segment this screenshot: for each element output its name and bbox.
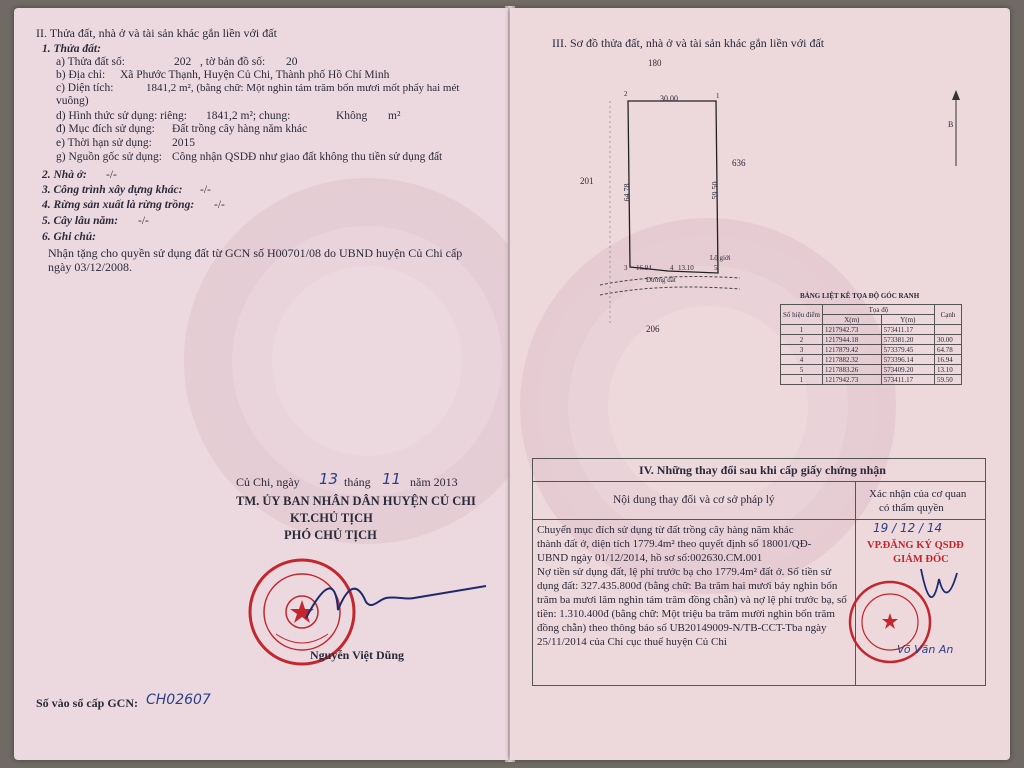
term-value: 2015 [172, 137, 195, 149]
edge-left-length: 64.78 [622, 183, 632, 202]
term-label: e) Thời hạn sử dụng: [56, 137, 152, 149]
confirm-title: GIÁM ĐỐC [893, 554, 949, 565]
purpose-value: Đất trồng cây hàng năm khác [172, 123, 308, 135]
construction-value: -/- [200, 184, 211, 196]
map-sheet-label: , tờ bản đồ số: [200, 56, 266, 68]
signer-name: Nguyễn Việt Dũng [310, 648, 405, 662]
coord-table-title: BẢNG LIỆT KÊ TỌA ĐỘ GÓC RANH [800, 292, 920, 300]
parcel-left-neighbor: 201 [580, 176, 594, 186]
map-sheet-value: 20 [286, 56, 298, 68]
corner-label-5: 5 [714, 264, 718, 272]
area-value: 1841,2 m², (bằng chữ: Một nghìn tám trăm bốn mươi mốt phẩy hai mét [146, 82, 460, 94]
construction-heading: 3. Công trình xây dựng khác: [42, 184, 183, 196]
signature-scribble [296, 570, 496, 630]
coord-cell-y: 573379.45 [881, 345, 934, 355]
left-page [14, 8, 508, 760]
coord-header-y: Y(m) [881, 315, 934, 325]
perennial-heading: 5. Cây lâu năm: [42, 215, 119, 227]
change-line: UBND ngày 01/12/2014, hồ sơ số:002630.CM.001 [537, 552, 763, 564]
origin-value: Công nhận QSDĐ như giao đất không thu tiền sử dụng đất [172, 151, 443, 163]
area-continuation: vuông) [56, 95, 89, 107]
coord-row [781, 345, 962, 355]
coord-cell-y: 573409.20 [881, 365, 934, 375]
coord-cell-edge: 64.78 [935, 345, 962, 355]
issuer-org: TM. ỦY BAN NHÂN DÂN HUYỆN CỦ CHI [236, 494, 476, 508]
changes-col-content: Nội dung thay đổi và cơ sở pháp lý [613, 494, 775, 506]
coord-cell-x: 1217883.26 [822, 365, 881, 375]
usage-form-private: 1841,2 m²; chung: [206, 110, 291, 122]
coord-cell-x: 1217882.32 [822, 355, 881, 365]
parcel-number-label: a) Thửa đất số: [56, 56, 125, 68]
coord-cell-p: 1 [781, 325, 823, 335]
land-heading: 1. Thửa đất: [42, 43, 101, 55]
change-line: 25/11/2014 của Chi cục thuế huyện Củ Chi [537, 636, 727, 648]
issuer-title: PHÓ CHỦ TỊCH [284, 528, 377, 542]
coord-row [781, 355, 962, 365]
change-line: trăm ba mươi lăm nghìn tám trăm đồng chẵn) và nợ lệ phí trước bạ, số [537, 594, 847, 606]
issuer-role: KT.CHỦ TỊCH [290, 511, 373, 525]
usage-form-label: d) Hình thức sử dụng: riêng: [56, 110, 187, 122]
issue-month-label: tháng [344, 475, 371, 489]
coord-row [781, 335, 962, 345]
edge-top-length: 30.00 [660, 94, 678, 103]
north-label: B [948, 120, 954, 129]
coord-cell-edge: 59.50 [935, 375, 962, 385]
corner-label-3: 3 [624, 264, 628, 272]
edge-bottom-1-length: 16.94 [636, 264, 652, 272]
coord-cell-y: 573411.17 [881, 325, 934, 335]
forest-heading: 4. Rừng sản xuất là rừng trồng: [42, 199, 195, 211]
change-line: đồng chẵn) theo thông báo số UB20149009-N/TB-CCT-Tba ngày [537, 622, 827, 634]
coord-header-x: X(m) [822, 315, 881, 325]
corner-label-4: 4 [670, 264, 674, 272]
note-line-2: ngày 03/12/2008. [48, 260, 132, 274]
coord-row [781, 375, 962, 385]
corner-label-1: 1 [716, 92, 720, 100]
road-label: Đường đất [646, 276, 676, 284]
section-title-land: II. Thửa đất, nhà ở và tài sản khác gắn liền với đất [36, 26, 277, 40]
corner-label-2: 2 [624, 90, 628, 98]
change-line: thành đất ở, diện tích 1779.4m² theo quyết định số 18001/QĐ- [537, 538, 812, 550]
coord-cell-p: 5 [781, 365, 823, 375]
coord-header-point: Số hiệu điểm [781, 305, 823, 325]
parcel-sketch [570, 53, 820, 323]
parcel-number-value: 202 [174, 56, 192, 68]
coord-cell-edge: 16.94 [935, 355, 962, 365]
coord-cell-p: 3 [781, 345, 823, 355]
register-label: Số vào sổ cấp GCN: [36, 696, 139, 710]
usage-form-unit: m² [388, 110, 401, 122]
coord-cell-p: 2 [781, 335, 823, 345]
coord-cell-p: 1 [781, 375, 823, 385]
changes-col-confirm-1: Xác nhận của cơ quan [869, 488, 967, 500]
confirm-signature-scribble [913, 559, 973, 619]
coord-cell-edge: 30.00 [935, 335, 962, 345]
note-line-1: Nhận tặng cho quyền sử dụng đất từ GCN số H00701/08 do UBND huyện Củ Chi cấp [48, 246, 463, 260]
parcel-top-neighbor: 180 [648, 58, 662, 68]
coord-table [780, 304, 962, 385]
change-line: Nợ tiền sử dụng đất, lệ phí trước bạ cho 1779.4m² đất ở. Số tiền sử [537, 566, 832, 578]
area-label: c) Diện tích: [56, 82, 114, 94]
change-line: dụng đất: 327.435.800đ (bằng chữ: Ba trăm hai mươi bảy nghìn bốn [537, 580, 838, 592]
coord-cell-x: 1217942.73 [822, 325, 881, 335]
coord-cell-x: 1217879.42 [822, 345, 881, 355]
issue-day: 13 [319, 470, 339, 488]
coord-cell-edge [935, 325, 962, 335]
edge-bottom-2-length: 13.10 [678, 264, 694, 272]
coord-row [781, 325, 962, 335]
house-value: -/- [106, 169, 117, 181]
coord-cell-x: 1217944.18 [822, 335, 881, 345]
register-value: CH02607 [146, 692, 211, 708]
change-line: tiền: 1.310.400đ (bằng chữ: Một triệu ba trăm mười nghìn bốn trăm [537, 608, 835, 620]
confirm-signer: Võ Văn An [897, 643, 954, 656]
usage-form-common: Không [336, 110, 368, 122]
parcel-right-neighbor: 636 [732, 158, 746, 168]
edge-right-length: 59.50 [710, 181, 720, 200]
changes-title: IV. Những thay đổi sau khi cấp giấy chứng nhận [639, 463, 886, 477]
note-heading: 6. Ghi chú: [42, 231, 96, 243]
watermark-drum [184, 178, 508, 544]
forest-value: -/- [214, 199, 225, 211]
issue-month: 11 [382, 470, 402, 488]
issue-year: năm 2013 [410, 475, 458, 489]
house-heading: 2. Nhà ở: [42, 169, 87, 181]
coord-header-coord: Tọa độ [822, 305, 934, 315]
purpose-label: đ) Mục đích sử dụng: [56, 123, 155, 135]
section-title-map: III. Sơ đồ thửa đất, nhà ở và tài sản khác gắn liền với đất [552, 36, 825, 50]
right-page [510, 8, 1010, 760]
coord-cell-y: 573396.14 [881, 355, 934, 365]
coord-cell-x: 1217942.73 [822, 375, 881, 385]
issue-place-date-prefix: Củ Chi, ngày [236, 475, 300, 489]
address-label: b) Địa chỉ: [56, 69, 106, 81]
perennial-value: -/- [138, 215, 149, 227]
confirm-org: VP.ĐĂNG KÝ QSDĐ [867, 540, 964, 551]
address-value: Xã Phước Thạnh, Huyện Củ Chi, Thành phố Hồ Chí Minh [120, 69, 390, 81]
coord-cell-y: 573411.17 [881, 375, 934, 385]
road-limit-label: Lộ giới [710, 254, 731, 262]
coord-header-edge: Cạnh [935, 305, 962, 325]
coord-cell-y: 573381.20 [881, 335, 934, 345]
changes-section [532, 458, 986, 686]
changes-col-confirm-2: có thẩm quyền [879, 502, 944, 514]
coord-cell-p: 4 [781, 355, 823, 365]
parcel-bottom-neighbor: 206 [646, 324, 660, 334]
coord-cell-edge: 13.10 [935, 365, 962, 375]
origin-label: g) Nguồn gốc sử dụng: [56, 151, 162, 163]
change-line: Chuyển mục đích sử dụng từ đất trồng cây hàng năm khác [537, 524, 794, 536]
coord-row [781, 365, 962, 375]
confirm-date: 19 / 12 / 14 [873, 521, 943, 535]
